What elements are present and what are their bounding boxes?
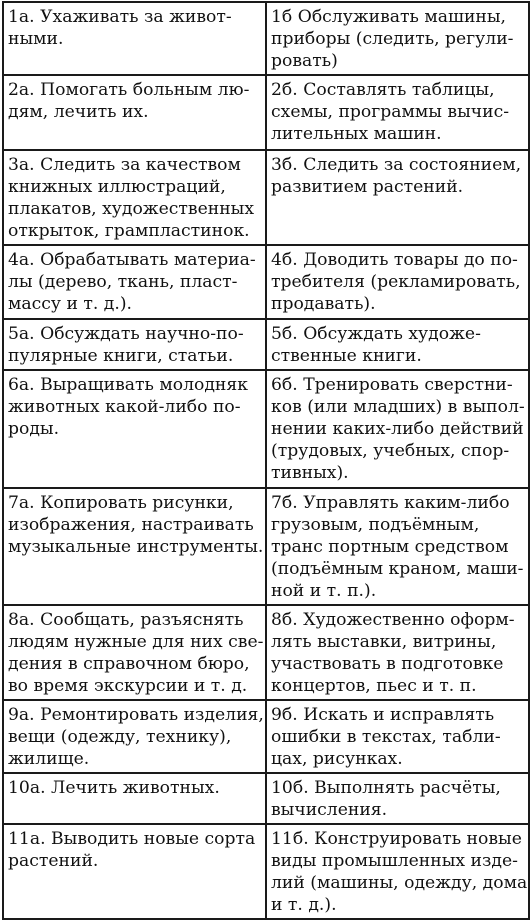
- text-line: 2б. Составлять таблицы,: [271, 80, 495, 100]
- text-line: дения в справочном бюро,: [8, 654, 250, 674]
- text-line: 10б. Выполнять расчёты,: [271, 778, 501, 798]
- table-row: [3, 150, 529, 245]
- text-line: нении каких-либо действий: [271, 419, 524, 439]
- right-cell-text: [271, 249, 523, 315]
- text-line: книжных иллюстраций,: [8, 177, 226, 197]
- left-cell-text: [8, 79, 260, 123]
- left-cell: [3, 245, 266, 319]
- text-line: схемы, программы вычис-: [271, 102, 510, 122]
- table-row: [3, 700, 529, 773]
- right-cell-text: [271, 777, 523, 821]
- text-line: 5а. Обсуждать научно-по-: [8, 324, 244, 344]
- left-cell-text: [8, 704, 264, 770]
- text-line: 11а. Выводить новые сорта: [8, 829, 256, 849]
- text-line: пулярные книги, статьи.: [8, 346, 234, 366]
- text-line: вещи (одежду, технику),: [8, 727, 232, 747]
- right-cell: [266, 75, 529, 150]
- text-line: 1б Обслуживать машины,: [271, 7, 507, 27]
- table-row: [3, 2, 529, 75]
- text-line: лий (машины, одежду, дома: [271, 873, 528, 893]
- text-line: 3б. Следить за состоянием,: [271, 155, 522, 175]
- table-row: [3, 824, 529, 919]
- text-line: 3а. Следить за качеством: [8, 155, 241, 175]
- left-cell-text: [8, 154, 260, 242]
- text-line: открыток, грампластинок.: [8, 221, 250, 241]
- text-line: 8б. Художественно оформ-: [271, 610, 515, 630]
- left-cell: [3, 488, 266, 605]
- text-line: 4б. Доводить товары до по-: [271, 250, 518, 270]
- right-cell-text: [271, 374, 523, 484]
- text-line: ственные книги.: [271, 346, 422, 366]
- text-line: участвовать в подготовке: [271, 654, 504, 674]
- text-line: изображения, настраивать: [8, 515, 254, 535]
- text-line: грузовым, подъёмным,: [271, 515, 480, 535]
- text-line: транс портным средством: [271, 537, 509, 557]
- text-line: дям, лечить их.: [8, 102, 149, 122]
- text-line: жилище.: [8, 749, 90, 769]
- right-cell-text: [271, 154, 523, 198]
- text-line: 7б. Управлять каким-либо: [271, 493, 510, 513]
- right-cell: [266, 488, 529, 605]
- text-line: ошибки в текстах, табли-: [271, 727, 501, 747]
- text-line: 4а. Обрабатывать материа-: [8, 250, 256, 270]
- right-cell: [266, 824, 529, 919]
- text-line: 7а. Копировать рисунки,: [8, 493, 234, 513]
- left-cell: [3, 605, 266, 700]
- right-cell: [266, 319, 529, 370]
- text-line: 6а. Выращивать молодняк: [8, 375, 248, 395]
- table-row: [3, 245, 529, 319]
- left-cell-text: [8, 374, 260, 440]
- text-line: лительных машин.: [271, 124, 442, 144]
- right-cell: [266, 773, 529, 824]
- text-line: тивных).: [271, 463, 349, 483]
- text-line: растений.: [8, 851, 99, 871]
- left-cell: [3, 370, 266, 488]
- left-cell-text: [8, 323, 260, 367]
- table-row: [3, 773, 529, 824]
- text-line: приборы (следить, регули-: [271, 29, 514, 49]
- text-line: ными.: [8, 29, 64, 49]
- left-cell-text: [8, 828, 260, 872]
- text-line: 9а. Ремонтировать изделия,: [8, 705, 264, 725]
- left-cell: [3, 700, 266, 773]
- left-cell: [3, 773, 266, 824]
- text-line: 2а. Помогать больным лю-: [8, 80, 250, 100]
- right-cell-text: [271, 828, 528, 916]
- right-cell-text: [271, 492, 523, 602]
- text-line: массу и т. д.).: [8, 294, 133, 314]
- left-cell: [3, 319, 266, 370]
- left-cell-text: [8, 249, 260, 315]
- right-cell: [266, 370, 529, 488]
- text-line: виды промышленных изде-: [271, 851, 518, 871]
- text-line: ков (или младших) в выпол-: [271, 397, 525, 417]
- text-line: вычисления.: [271, 800, 388, 820]
- text-line: плакатов, художественных: [8, 199, 255, 219]
- right-cell-text: [271, 79, 523, 145]
- left-cell-text: [8, 492, 264, 558]
- right-cell: [266, 605, 529, 700]
- text-line: людям нужные для них све-: [8, 632, 264, 652]
- right-cell: [266, 245, 529, 319]
- text-line: музыкальные инструменты.: [8, 537, 264, 557]
- text-line: роды.: [8, 419, 60, 439]
- table-row: [3, 75, 529, 150]
- text-line: продавать).: [271, 294, 376, 314]
- left-cell-text: [8, 777, 260, 799]
- left-cell: [3, 150, 266, 245]
- table-body: [3, 2, 529, 919]
- text-line: 1а. Ухаживать за живот-: [8, 7, 232, 27]
- right-cell-text: [271, 6, 523, 72]
- text-line: 11б. Конструировать новые: [271, 829, 522, 849]
- right-cell-text: [271, 704, 523, 770]
- text-line: ровать): [271, 51, 338, 71]
- text-line: и т. д.).: [271, 895, 337, 915]
- right-cell-text: [271, 609, 523, 697]
- table-row: [3, 319, 529, 370]
- text-line: 10а. Лечить животных.: [8, 778, 220, 798]
- text-line: (трудовых, учебных, спор-: [271, 441, 510, 461]
- table-row: [3, 488, 529, 605]
- text-line: концертов, пьес и т. п.: [271, 676, 477, 696]
- left-cell-text: [8, 609, 264, 697]
- table-row: [3, 370, 529, 488]
- text-line: 8а. Сообщать, разъяснять: [8, 610, 244, 630]
- text-line: 6б. Тренировать сверстни-: [271, 375, 513, 395]
- text-line: цах, рисунках.: [271, 749, 403, 769]
- left-cell-text: [8, 6, 260, 50]
- right-cell: [266, 150, 529, 245]
- left-cell: [3, 824, 266, 919]
- right-cell: [266, 700, 529, 773]
- text-line: ной и т. п.).: [271, 581, 377, 601]
- table-row: [3, 605, 529, 700]
- text-line: лять выставки, витрины,: [271, 632, 497, 652]
- text-line: 5б. Обсуждать художе-: [271, 324, 481, 344]
- left-cell: [3, 75, 266, 150]
- choice-table: [2, 1, 530, 920]
- right-cell: [266, 2, 529, 75]
- text-line: во время экскурсии и т. д.: [8, 676, 248, 696]
- text-line: животных какой-либо по-: [8, 397, 241, 417]
- text-line: развитием растений.: [271, 177, 464, 197]
- text-line: (подъёмным краном, маши-: [271, 559, 524, 579]
- text-line: лы (дерево, ткань, пласт-: [8, 272, 238, 292]
- right-cell-text: [271, 323, 523, 367]
- text-line: требителя (рекламировать,: [271, 272, 521, 292]
- left-cell: [3, 2, 266, 75]
- text-line: 9б. Искать и исправлять: [271, 705, 495, 725]
